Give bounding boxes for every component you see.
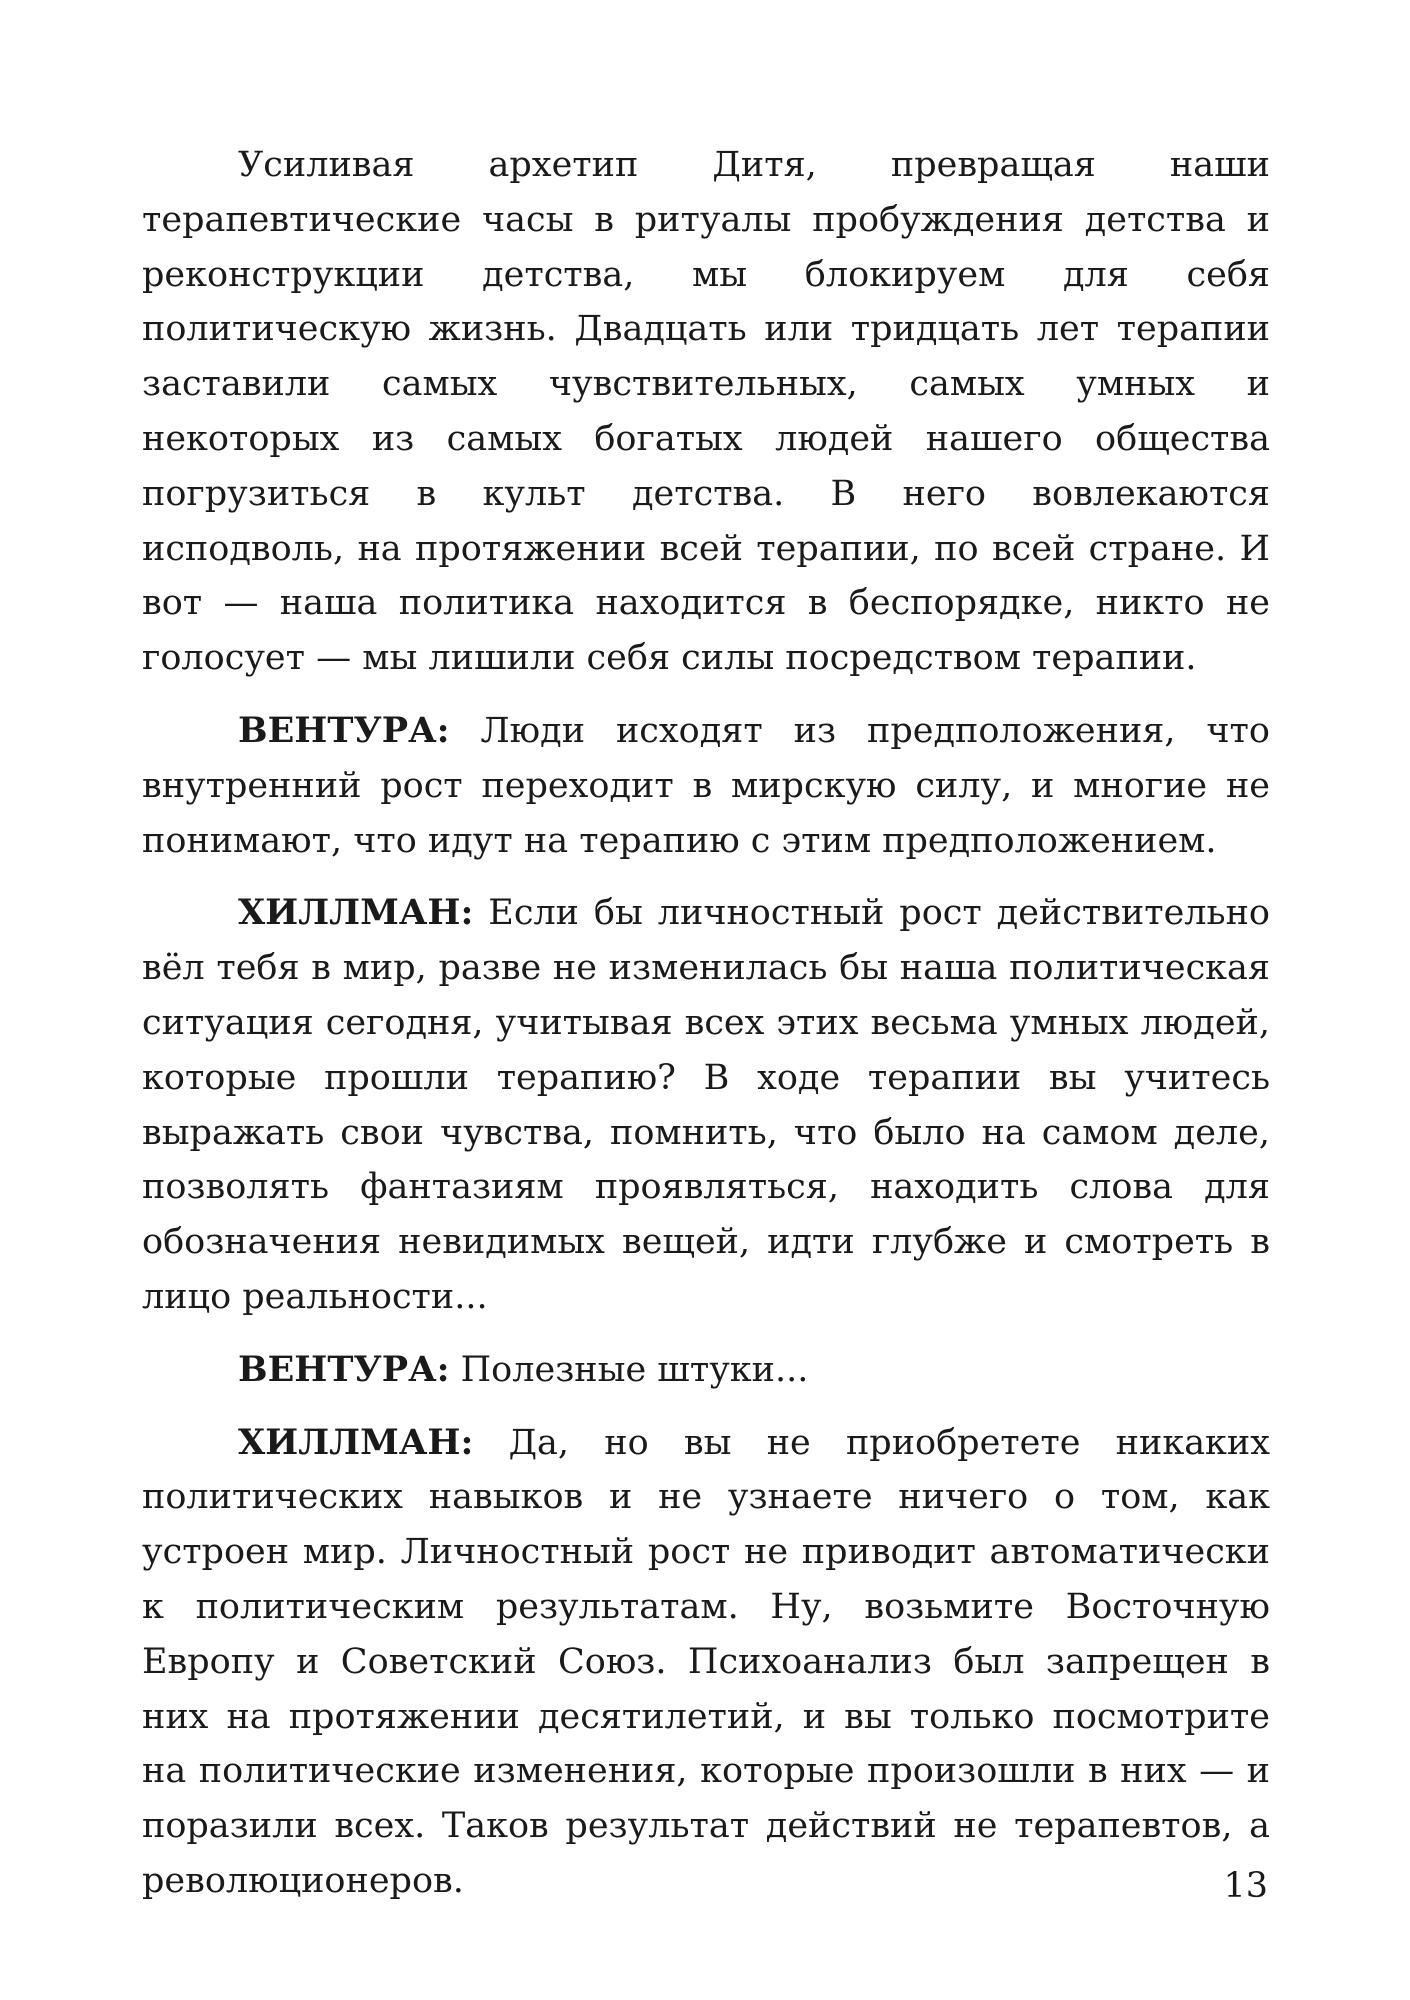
page-number: 13 — [1223, 1866, 1268, 1906]
speaker-label: ХИЛЛМАН: — [238, 892, 474, 934]
speaker-label: ХИЛЛМАН: — [238, 1421, 474, 1463]
paragraph-intro — [142, 138, 1270, 686]
paragraph-text: Полезные штуки... — [449, 1349, 809, 1390]
body-text — [142, 138, 1270, 1927]
paragraph-hillman-2 — [142, 1416, 1270, 1909]
paragraph-ventura-1 — [142, 704, 1270, 868]
paragraph-hillman-1 — [142, 886, 1270, 1324]
speaker-label: ВЕНТУРА: — [238, 709, 450, 751]
paragraph-ventura-2 — [142, 1343, 1270, 1398]
paragraph-text: Да, но вы не приобретете никаких политических навыков и не узнаете ничего о том, как устроен мир. Личностный рост не приводит автоматически к политическим результатам. Ну, возьмите Восточную Европу и Советский Союз. Психоанализ был запрещен в них на протяжении десятилетий, и вы только посмотрите на политические изменения, которые произошли в них — и поразили всех. Таков результат действий не терапевтов, а революционеров. — [142, 1422, 1270, 1901]
paragraph-text: Если бы личностный рост действительно вёл тебя в мир, разве не изменилась бы наша политическая ситуация сегодня, учитывая всех этих весьма умных людей, которые прошли терапию? В ходе терапии вы учитесь выражать свои чувства, помнить, что было на самом деле, позволять фантазиям проявляться, находить слова для обозначения невидимых вещей, идти глубже и смотреть в лицо реальности... — [142, 893, 1270, 1317]
paragraph-text: Усиливая архетип Дитя, превращая наши терапевтические часы в ритуалы пробуждения детства и реконструкции детства, мы блокируем для себя политическую жизнь. Двадцать или тридцать лет терапии заставили самых чувствительных, самых умных и некоторых из самых богатых людей нашего общества погрузиться в культ детства. В него вовлекаются исподволь, на протяжении всей терапии, по всей стране. И вот — наша политика находится в беспорядке, никто не голосует — мы лишили себя силы посредством терапии. — [142, 145, 1270, 679]
speaker-label: ВЕНТУРА: — [238, 1348, 450, 1390]
paragraph-text: Люди исходят из предположения, что внутренний рост переходит в мирскую силу, и многие не понимают, что идут на терапию с этим предположением. — [142, 710, 1270, 861]
